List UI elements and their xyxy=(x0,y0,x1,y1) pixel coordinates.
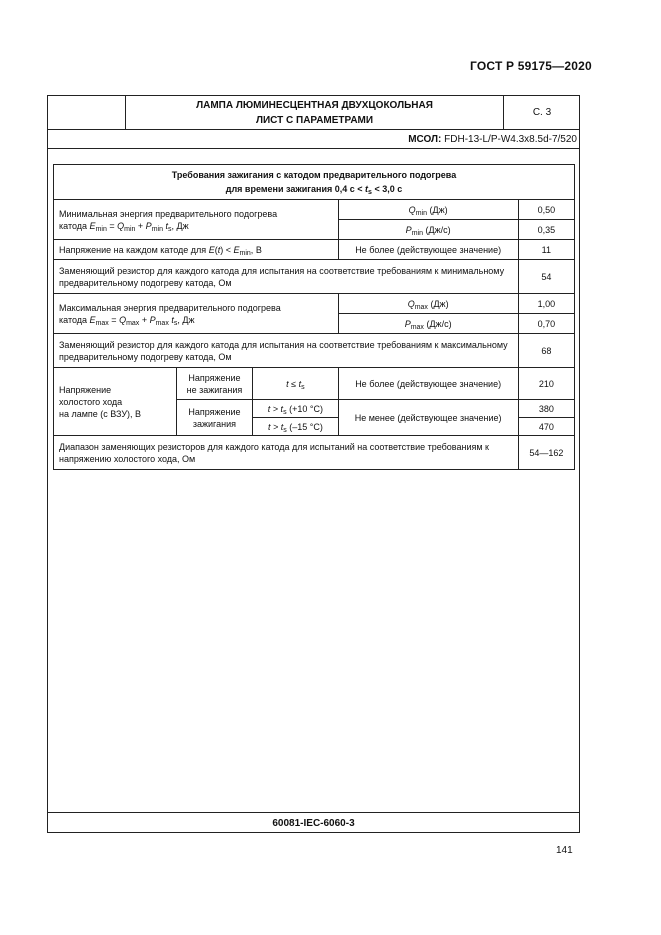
p-max-label: $P_{max}$ (Дж/с) xyxy=(338,314,518,334)
ignition-value-warm: 380 xyxy=(518,400,574,418)
q-max-value: 1,00 xyxy=(518,294,574,314)
standard-number: ГОСТ Р 59175—2020 xyxy=(470,59,592,73)
ignition-condition-warm: $t > t_s$ (+10 °C) xyxy=(253,400,338,418)
cathode-voltage-desc: Напряжение на каждом катоде для $E(t) < E_{min}$, В xyxy=(54,240,339,260)
ignition-condition-cold: $t > t_s$ (–15 °C) xyxy=(253,418,338,436)
frame-divider xyxy=(47,812,580,813)
p-max-value: 0,70 xyxy=(518,314,574,334)
ignition-value-cold: 470 xyxy=(518,418,574,436)
p-min-value: 0,35 xyxy=(518,220,574,240)
frame-divider xyxy=(47,129,580,130)
ignition-label: Напряжение зажигания xyxy=(176,400,252,436)
no-ignition-value: 210 xyxy=(518,368,574,400)
table-heading: Требования зажигания с катодом предварительного подогрева для времени зажигания 0,4 $с < t_s < 3,0$ с xyxy=(54,165,575,200)
open-circuit-label: Напряжение холостого хода на лампе (с ВЗУ), В xyxy=(54,368,177,436)
parameters-table xyxy=(53,164,575,470)
resistor-min-value: 54 xyxy=(518,260,574,294)
resistor-range-desc: Диапазон заменяющих резисторов для каждого катода для испытаний на соответствие требованиям к напряжению холостого хода, Ом xyxy=(54,436,519,470)
msol-code: МСОЛ: FDH-13-L/P-W4.3x8.5d-7/520 xyxy=(408,134,577,145)
max-energy-desc: Максимальная энергия предварительного подогрева катода $E_{max} = Q_{max} + P_{max}$ $t_s$, Дж xyxy=(54,294,339,334)
no-ignition-label: Напряжение не зажигания xyxy=(176,368,252,400)
min-energy-desc: Минимальная энергия предварительного подогрева катода $E_{min} = Q_{min} + P_{min}$ $t_s$, Дж xyxy=(54,200,339,240)
sheet-page-label: С. 3 xyxy=(532,107,552,118)
frame-divider xyxy=(47,148,580,149)
p-min-label: $P_{min}$ (Дж/с) xyxy=(338,220,518,240)
resistor-max-value: 68 xyxy=(518,334,574,368)
resistor-max-desc: Заменяющий резистор для каждого катода для испытания на соответствие требованиям к максимальному предварительному подогреву катода, Ом xyxy=(54,334,519,368)
ignition-limit: Не менее (действующее значение) xyxy=(338,400,518,436)
page-number: 141 xyxy=(556,845,573,856)
resistor-min-desc: Заменяющий резистор для каждого катода для испытания на соответствие требованиям к минимальному предварительному подогреву катода, Ом xyxy=(54,260,519,294)
no-ignition-limit: Не более (действующее значение) xyxy=(338,368,518,400)
q-min-label: $Q_{min}$ (Дж) xyxy=(338,200,518,220)
cathode-voltage-value: 11 xyxy=(518,240,574,260)
q-min-value: 0,50 xyxy=(518,200,574,220)
cathode-voltage-condition: Не более (действующее значение) xyxy=(338,240,518,260)
no-ignition-condition: $t \le t_s$ xyxy=(253,368,338,400)
sheet-title: ЛАМПА ЛЮМИНЕСЦЕНТНАЯ ДВУХЦОКОЛЬНАЯ ЛИСТ С ПАРАМЕТРАМИ xyxy=(196,100,433,126)
resistor-range-value: 54—162 xyxy=(518,436,574,470)
q-max-label: $Q_{max}$ (Дж) xyxy=(338,294,518,314)
document-code: 60081-IEC-6060-3 xyxy=(272,818,355,829)
